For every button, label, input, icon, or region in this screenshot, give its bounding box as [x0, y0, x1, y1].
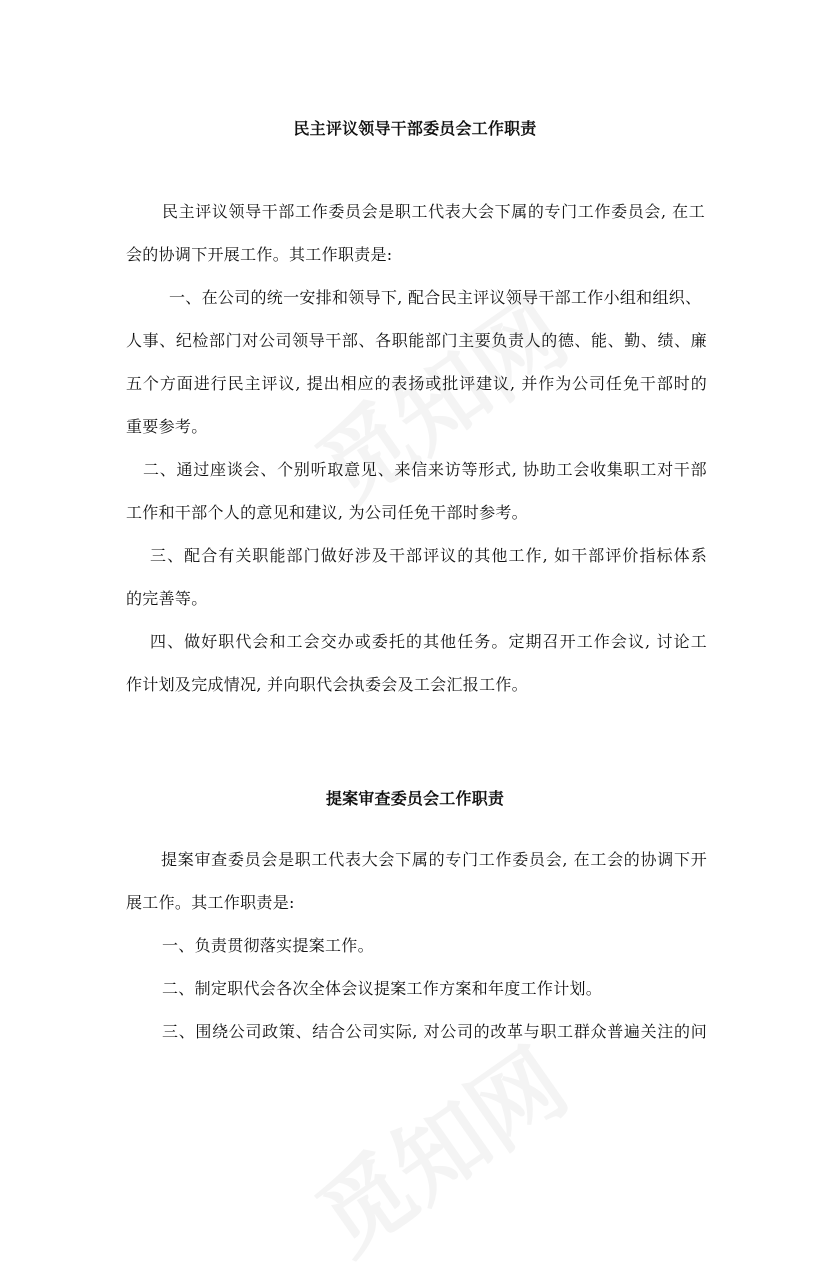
paragraph-line: 作计划及完成情况, 并向职代会执委会及工会汇报工作。	[126, 675, 528, 694]
paragraph-line: 的完善等。	[126, 589, 208, 608]
section-1-title: 民主评议领导干部委员会工作职责	[293, 119, 537, 138]
paragraph-line: 工作和干部个人的意见和建议, 为公司任免干部时参考。	[126, 503, 528, 522]
paragraph-line: 四、做好职代会和工会交办或委托的其他任务。定期召开工作会议, 讨论工	[150, 632, 707, 651]
paragraph-line: 会的协调下开展工作。其工作职责是:	[126, 245, 393, 264]
paragraph-line: 人事、纪检部门对公司领导干部、各职能部门主要负责人的德、能、勤、绩、廉	[126, 331, 707, 350]
paragraph-line: 重要参考。	[126, 417, 208, 436]
paragraph-line: 展工作。其工作职责是:	[126, 893, 295, 912]
paragraph-line: 五个方面进行民主评议, 提出相应的表扬或批评建议, 并作为公司任免干部时的	[126, 374, 707, 393]
paragraph-line: 一、负责贯彻落实提案工作。	[162, 936, 374, 955]
watermark	[287, 1013, 589, 1279]
paragraph-line: 三、配合有关职能部门做好涉及干部评议的其他工作, 如干部评价指标体系	[150, 546, 707, 565]
paragraph-line: 一、在公司的统一安排和领导下, 配合民主评议领导干部工作小组和组织、	[169, 288, 702, 307]
paragraph-line: 提案审查委员会是职工代表大会下属的专门工作委员会, 在工会的协调下开	[161, 850, 707, 869]
paragraph-line: 二、通过座谈会、个别听取意见、来信来访等形式, 协助工会收集职工对干部	[143, 460, 707, 479]
paragraph-line: 民主评议领导干部工作委员会是职工代表大会下属的专门工作委员会, 在工	[162, 202, 705, 221]
section-2-title: 提案审查委员会工作职责	[325, 789, 505, 808]
paragraph-line: 二、制定职代会各次全体会议提案工作方案和年度工作计划。	[162, 979, 603, 998]
paragraph-line: 三、围绕公司政策、结合公司实际, 对公司的改革与职工群众普遍关注的问	[162, 1022, 707, 1041]
